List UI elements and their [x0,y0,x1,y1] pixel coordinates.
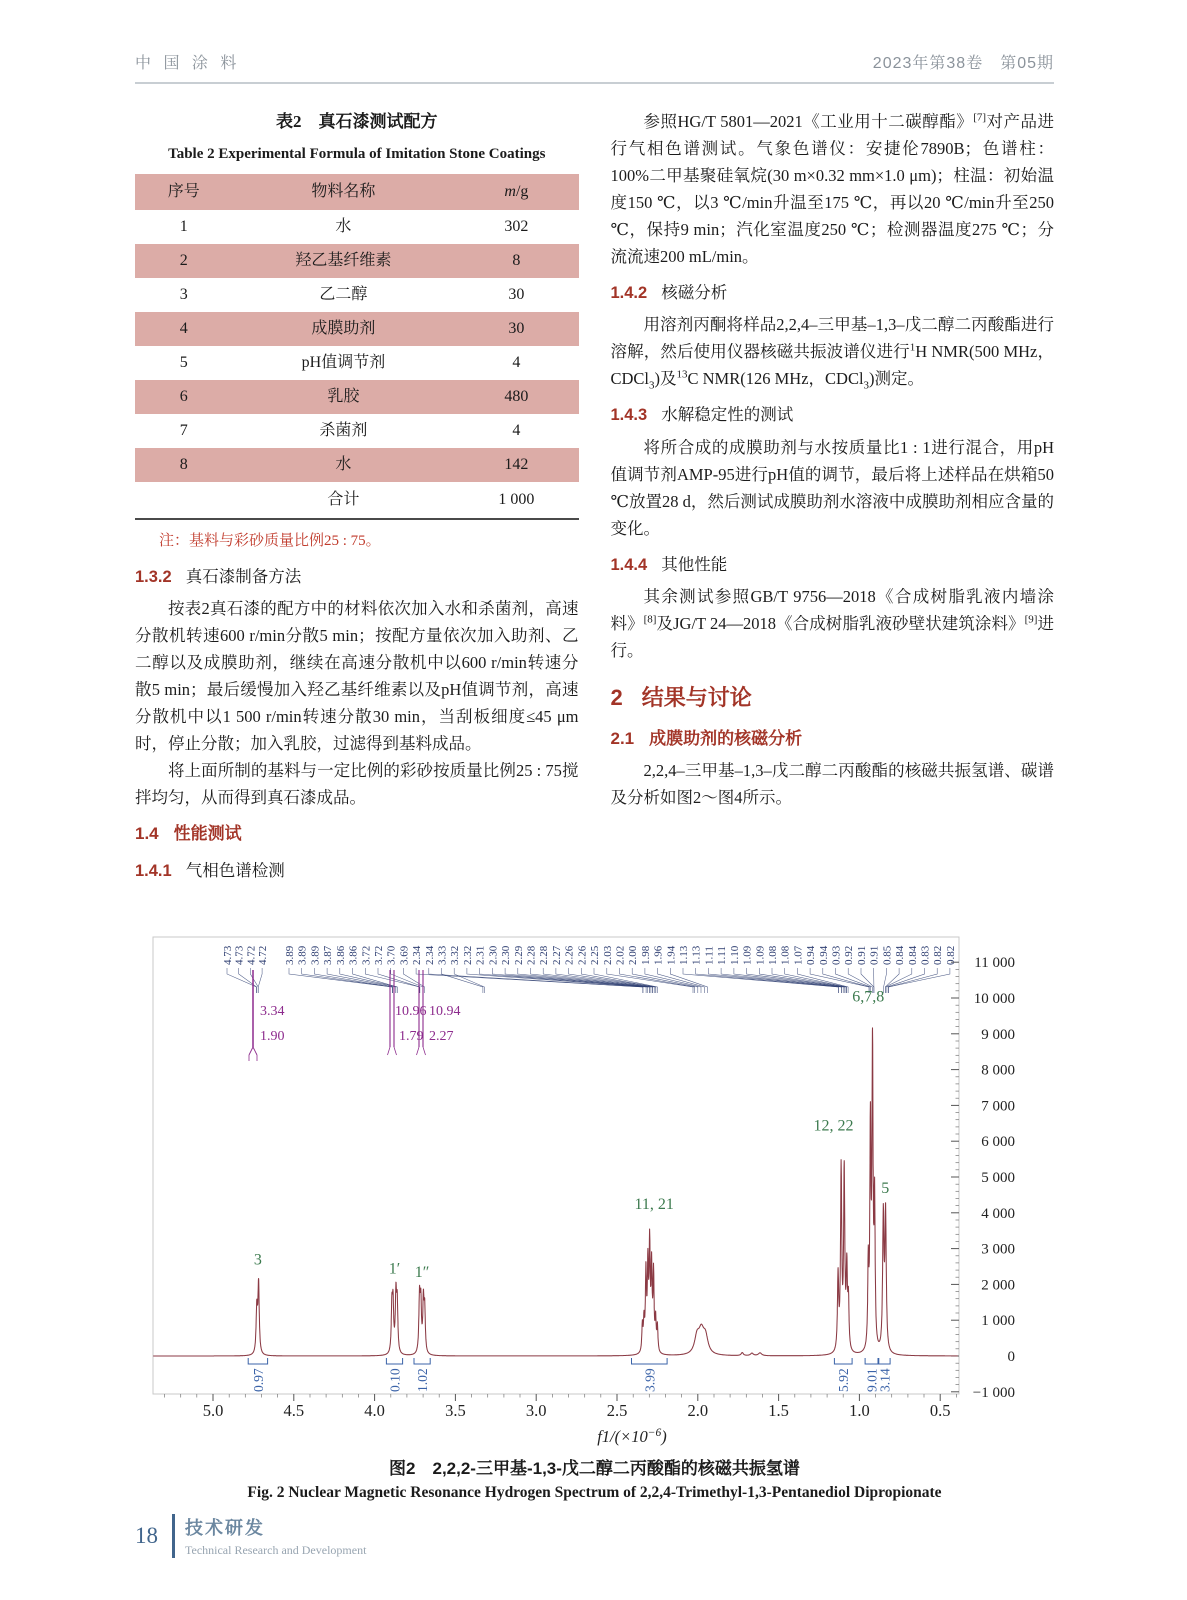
svg-text:3.72: 3.72 [373,946,385,966]
svg-text:3.89: 3.89 [284,946,296,966]
svg-text:−1 000: −1 000 [972,1385,1015,1402]
svg-text:3.5: 3.5 [445,1401,466,1421]
table-row [135,210,579,244]
section-number: 1.4.3 [610,406,648,425]
table-row [135,448,579,482]
svg-text:1.13: 1.13 [690,946,703,966]
table-cell: 142 [504,456,529,474]
svg-text:0.5: 0.5 [929,1401,951,1421]
nmr-spectrum-chart [147,897,1054,1454]
table-total-row [135,482,579,519]
svg-text:2.34: 2.34 [423,946,436,966]
svg-text:4.72: 4.72 [257,946,270,966]
table-row [135,414,579,448]
svg-text:2.28: 2.28 [525,946,538,966]
svg-text:0.92: 0.92 [843,946,856,966]
svg-text:5.92: 5.92 [836,1368,852,1393]
svg-text:3.99: 3.99 [642,1368,658,1393]
svg-text:0.84: 0.84 [894,946,907,966]
page-footer [135,1514,1054,1558]
svg-text:3.0: 3.0 [525,1401,547,1421]
svg-text:6,7,8: 6,7,8 [852,989,885,1007]
svg-text:3.34: 3.34 [260,1004,285,1020]
page-number: 18 [135,1523,158,1548]
svg-text:0.82: 0.82 [932,946,945,966]
svg-text:4.73: 4.73 [222,946,234,966]
section-title: 其他性能 [661,554,728,574]
svg-text:1.11: 1.11 [703,946,716,966]
journal-name: 中 国 涂 料 [135,55,241,72]
table-row [135,244,579,278]
section-heading-1-4-4 [611,551,1055,579]
svg-text:3.89: 3.89 [296,946,309,966]
svg-text:1.0: 1.0 [849,1401,870,1421]
svg-text:1.10: 1.10 [728,946,741,966]
svg-text:2.26: 2.26 [563,946,576,966]
paragraph: 参照HG/T 5801—2021《工业用十二碳醇酯》[7]对产品进行气相色谱测试。气象色谱仪：安捷伦7890B；色谱柱：100%二甲基聚硅氧烷(30 m×0.32 mm×1.0 μm)；柱温：初始温度150 ℃，以3 ℃/min升温至175 ℃，再以20 ℃/min升至250 ℃，保持9 min；汽化室温度250 ℃；检测器温度275 ℃；分流流速200 mL/min。 [610,111,1054,267]
table-cell: 6 [179,388,188,406]
figure-caption-zh: 图2 2,2,2-三甲基-1,3-戊二醇二丙酸酯的核磁共振氢谱 [389,1459,800,1479]
table-title-zh: 表2 真石漆测试配方 [276,112,438,131]
left-column [135,108,579,889]
svg-text:2.02: 2.02 [614,946,627,966]
table-row [135,312,579,346]
svg-text:3.87: 3.87 [322,946,335,966]
svg-text:5.0: 5.0 [202,1401,224,1421]
svg-text:2.5: 2.5 [606,1401,628,1421]
svg-text:2.0: 2.0 [687,1401,709,1421]
svg-text:0.82: 0.82 [944,946,957,966]
table-cell: 乙二醇 [319,286,368,304]
table-header-row [135,174,579,210]
table-cell: 4 [512,422,521,440]
svg-text:10 000: 10 000 [973,991,1015,1008]
paragraph: 2,2,4–三甲基–1,3–戊二醇二丙酸酯的核磁共振氢谱、碳谱及分析如图2～图4所示。 [610,760,1054,807]
paragraph: 用溶剂丙酮将样品2,2,4–三甲基–1,3–戊二醇二丙酸酯进行溶解，然后使用仪器核磁共振波谱仪进行$^1$H NMR(500 MHz，CDCl$_3$)及$^{13}$C NMR(126 MHz，CDCl$_3$)测定。 [610,315,1055,392]
svg-text:2.31: 2.31 [474,946,487,966]
svg-text:3.86: 3.86 [334,946,347,966]
svg-text:3.33: 3.33 [436,946,449,966]
nmr-spectrum-svg [147,897,1107,1449]
section-title: 水解稳定性的测试 [661,405,794,425]
svg-text:2.30: 2.30 [487,946,500,966]
svg-text:1.13: 1.13 [678,946,690,966]
section-heading-2 [611,680,1055,716]
footer-section-en: Technical Research and Development [185,1543,367,1557]
total-label: 合计 [233,482,455,519]
svg-text:4 000: 4 000 [981,1206,1015,1223]
svg-text:3.70: 3.70 [385,946,398,966]
svg-text:1.5: 1.5 [768,1401,789,1421]
svg-text:3.69: 3.69 [398,946,411,966]
section-number: 1.4.1 [135,862,172,881]
svg-text:3: 3 [253,1252,262,1270]
table-cell: 30 [508,286,525,304]
svg-text:2.30: 2.30 [500,946,513,966]
table-cell: 水 [335,456,352,474]
section-title: 气相色谱检测 [185,861,285,881]
svg-text:0.94: 0.94 [805,946,818,966]
table-cell: 4 [179,320,188,338]
svg-text:5: 5 [881,1180,890,1198]
svg-text:0.93: 0.93 [830,946,843,966]
table-cell [135,482,233,519]
section-heading-1-4 [135,820,579,848]
svg-text:4.72: 4.72 [245,946,258,966]
svg-text:1″: 1″ [414,1264,430,1282]
svg-text:0.97: 0.97 [250,1368,266,1393]
svg-text:2.26: 2.26 [576,946,589,966]
svg-text:2.29: 2.29 [512,946,525,966]
column-header-material: 物料名称 [233,174,455,210]
table-cell: 302 [504,218,529,236]
figure-block [135,897,1054,1502]
paragraph: 其余测试参照GB/T 9756—2018《合成树脂乳液内墙涂料》[8]及JG/T 24—2018《合成树脂乳液砂壁状建筑涂料》[9]进行。 [610,586,1055,660]
total-value: 1 000 [454,482,578,519]
table-cell: 1 [179,218,188,236]
svg-text:4.73: 4.73 [233,946,246,966]
section-number: 1.4.2 [610,284,648,303]
svg-text:8 000: 8 000 [981,1063,1015,1080]
y-axis [951,956,1015,1402]
footer-divider [172,1514,175,1558]
table-cell: 5 [179,354,188,372]
table-cell: 8 [512,252,521,270]
svg-text:3.14: 3.14 [877,1368,893,1393]
svg-text:3 000: 3 000 [981,1242,1015,1259]
table-cell: 成膜助剂 [311,320,376,338]
table-cell: 4 [512,354,521,372]
section-title: 成膜助剂的核磁分析 [649,728,803,748]
section-number: 1.4 [135,824,159,844]
table-cell: 杀菌剂 [319,422,368,440]
svg-text:0.91: 0.91 [868,946,881,966]
table-cell: 2 [179,252,188,270]
svg-text:2.00: 2.00 [627,946,640,966]
svg-text:5 000: 5 000 [981,1170,1015,1187]
table-cell: pH值调节剂 [301,354,386,372]
table-cell: 7 [179,422,188,440]
table-cell: 羟乙基纤维素 [295,252,392,270]
table-cell: 30 [508,320,525,338]
svg-text:4.0: 4.0 [364,1401,385,1421]
svg-text:1.02: 1.02 [415,1368,431,1393]
svg-text:0.91: 0.91 [856,946,868,966]
table-note: 注：基料与彩砂质量比例25 : 75。 [159,533,381,550]
svg-text:2.27: 2.27 [550,946,563,966]
table-cell: 3 [179,286,188,304]
paragraph: 将上面所制的基料与一定比例的彩砂按质量比例25 : 75搅拌均匀，从而得到真石漆成品。 [135,761,579,808]
formula-table [135,174,579,520]
svg-text:1.09: 1.09 [741,946,754,966]
table-cell: 乳胶 [327,388,360,406]
svg-text:1′: 1′ [388,1261,401,1279]
svg-text:1.09: 1.09 [754,946,767,966]
section-number: 1.4.4 [610,555,648,574]
svg-text:3.32: 3.32 [449,946,462,966]
svg-text:1.07: 1.07 [792,946,805,966]
svg-text:9.01: 9.01 [864,1368,880,1393]
section-number: 2.1 [610,728,635,748]
svg-text:3.89: 3.89 [309,946,322,966]
svg-text:10.94: 10.94 [429,1004,461,1020]
svg-text:2.03: 2.03 [601,946,614,966]
svg-text:1.96: 1.96 [652,946,665,966]
two-column-body [135,108,1054,889]
section-title: 结果与讨论 [641,684,752,710]
table-cell: 水 [335,218,352,236]
svg-text:0.94: 0.94 [817,946,830,966]
table-title-en: Table 2 Experimental Formula of Imitation Stone Coatings [168,145,546,162]
section-heading-1-3-2 [135,563,579,591]
svg-text:1.98: 1.98 [639,946,652,966]
figure-caption-en: Fig. 2 Nuclear Magnetic Resonance Hydrogen Spectrum of 2,2,4-Trimethyl-1,3-Pentanediol Dipropionate [247,1484,942,1502]
svg-text:10.96: 10.96 [395,1004,427,1020]
table-row [135,346,579,380]
page-header [135,50,1054,84]
footer-section [185,1514,366,1558]
svg-text:0.84: 0.84 [906,946,919,966]
footer-section-zh: 技术研发 [185,1518,265,1538]
table-row [135,278,579,312]
svg-text:2.28: 2.28 [538,946,551,966]
svg-text:3.72: 3.72 [360,946,373,966]
svg-text:1.94: 1.94 [665,946,678,966]
svg-text:1.08: 1.08 [767,946,779,966]
paragraph: 按表2真石漆的配方中的材料依次加入水和杀菌剂，高速分散机转速600 r/min分散5 min；按配方量依次加入助剂、乙二醇以及成膜助剂，继续在高速分散机中以600 r/min转速分散5 min；最后缓慢加入羟乙基纤维素以及pH值调节剂，高速分散机中以1 500 r/min转速分散30 min，当刮板细度≤45 μm时，停止分散；加入乳胶，过滤得到基料成品。 [135,599,579,754]
svg-text:1 000: 1 000 [981,1313,1015,1330]
svg-text:2.25: 2.25 [589,946,601,966]
x-axis-label: $f1/(\times 10^{-6})$ [597,1427,667,1447]
svg-text:6 000: 6 000 [981,1134,1015,1151]
section-heading-1-4-1 [135,857,579,885]
svg-text:7 000: 7 000 [981,1098,1015,1115]
svg-text:1.08: 1.08 [779,946,792,966]
svg-text:3.86: 3.86 [347,946,360,966]
svg-text:0.83: 0.83 [919,946,932,966]
section-number: 2 [610,684,623,710]
table-row [135,380,579,414]
svg-text:12, 22: 12, 22 [813,1117,854,1135]
section-title: 核磁分析 [661,283,728,303]
section-number: 1.3.2 [135,568,172,587]
svg-text:2.34: 2.34 [411,946,424,966]
section-heading-1-4-2 [611,279,1055,307]
column-header-no: 序号 [135,174,233,210]
svg-text:0.85: 0.85 [881,946,894,966]
section-title: 性能测试 [173,824,242,844]
svg-text:1.90: 1.90 [260,1029,285,1045]
svg-text:11, 21: 11, 21 [634,1196,674,1214]
column-header-mass: m/g [454,174,578,210]
right-column [611,108,1055,889]
svg-text:2.27: 2.27 [429,1029,454,1045]
table-body [135,210,579,482]
x-axis [165,1394,957,1446]
svg-text:0.10: 0.10 [387,1368,403,1393]
svg-text:1.79: 1.79 [399,1029,424,1045]
section-heading-2-1 [611,725,1055,753]
svg-text:2.32: 2.32 [461,946,474,966]
paragraph: 将所合成的成膜助剂与水按质量比1 : 1进行混合，用pH值调节剂AMP-95进行pH值的调节，最后将上述样品在烘箱50 ℃放置28 d，然后测试成膜助剂水溶液中成膜助剂相应含量的变化。 [610,437,1054,538]
section-heading-1-4-3 [611,401,1055,429]
svg-text:11 000: 11 000 [974,955,1015,972]
section-title: 真石漆制备方法 [185,567,302,587]
svg-text:2 000: 2 000 [981,1277,1015,1294]
svg-text:0: 0 [1007,1349,1015,1366]
svg-text:9 000: 9 000 [981,1027,1015,1044]
table-cell: 480 [504,388,529,406]
issue-info: 2023年第38卷 第05期 [872,55,1054,72]
svg-text:4.5: 4.5 [283,1401,305,1421]
svg-text:1.11: 1.11 [716,946,729,966]
table-cell: 8 [179,456,188,474]
